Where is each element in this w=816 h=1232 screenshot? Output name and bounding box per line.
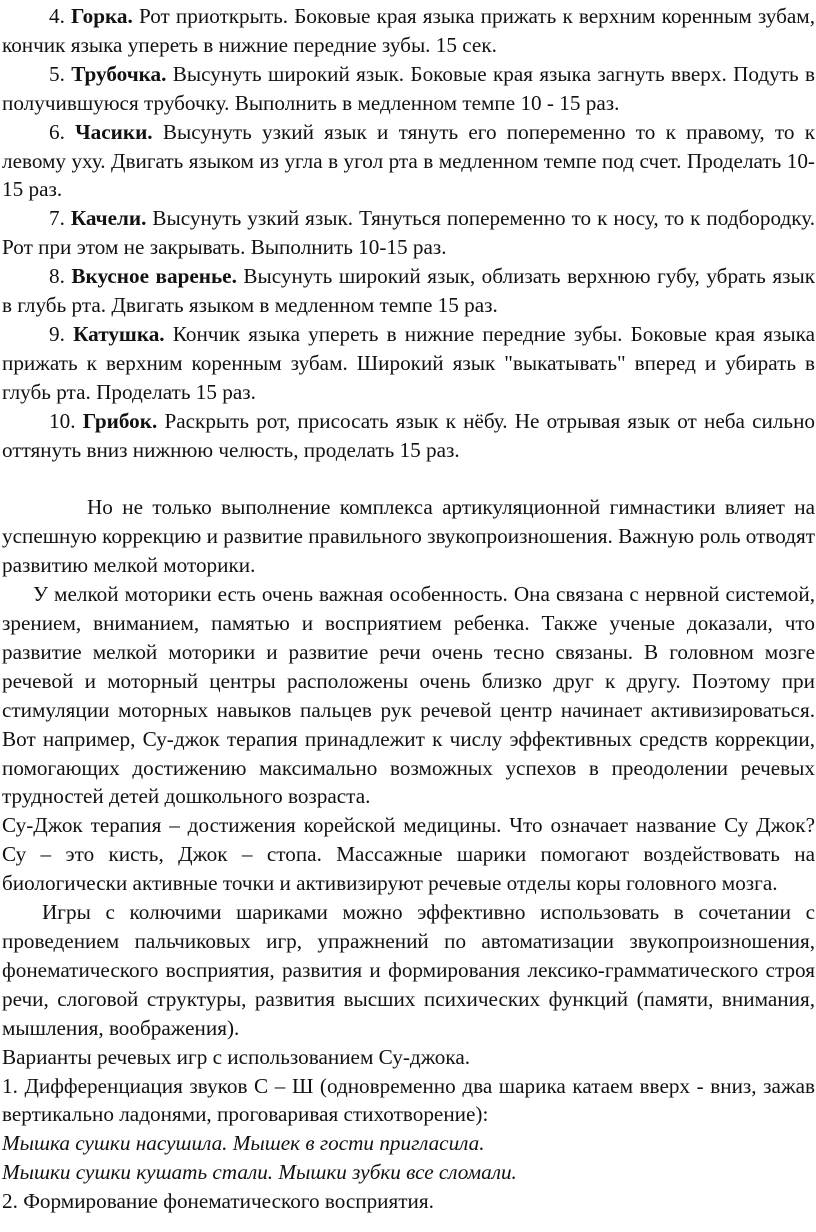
exercise-title: Грибок.	[82, 408, 158, 433]
exercise-text: Высунуть узкий язык и тянуть его попеременно то к правому, то к левому уху. Двигать языком из угла в угол рта в медленном темпе под счет. Проделать 10-15 раз.	[2, 119, 815, 202]
exercise-item	[0, 320, 816, 407]
exercise-item	[0, 60, 816, 118]
exercise-title: Качели.	[70, 206, 147, 231]
exercise-text: Высунуть широкий язык. Боковые края языка загнуть вверх. Подуть в получившуюся трубочку. Выполнить в медленном темпе 10 - 15 раз.	[2, 61, 815, 115]
exercise-number: 4.	[49, 4, 65, 28]
exercise-number: 6.	[49, 119, 65, 144]
exercise-title: Часики.	[75, 119, 153, 144]
exercise-number: 7.	[49, 206, 65, 231]
exercise-item	[0, 262, 816, 320]
paragraph-fine-motor: У мелкой моторики есть очень важная особенность. Она связана с нервной системой, зрением, вниманием, памятью и восприятием ребенка. Также ученые доказали, что развитие мелкой моторики и развитие речи очень тесно связаны. В головном мозге речевой и моторный центры расположены очень близко друг к другу. Поэтому при стимуляции моторных навыков пальцев рук речевой центр начинает активизироваться. Вот например, Су-джок терапия принадлежит к числу эффективных средств коррекции, помогающих достижению максимально возможных успехов в преодолении речевых трудностей детей дошкольного возраста.	[2, 582, 815, 809]
exercise-text: Рот приоткрыть. Боковые края языка прижать к верхним коренным зубам, кончик языка упереть в нижние передние зубы. 15 сек.	[2, 4, 815, 57]
exercise-item	[0, 407, 816, 465]
exercise-item	[0, 2, 816, 60]
exercise-number: 8.	[49, 264, 65, 289]
exercise-item	[0, 204, 816, 262]
exercise-title: Вкусное варенье.	[71, 264, 237, 289]
exercise-text: Высунуть широкий язык, облизать верхнюю губу, убрать язык в глубь рта. Двигать языком в медленном темпе 15 раз.	[2, 264, 815, 318]
exercise-text: Высунуть узкий язык. Тянуться попеременно то к носу, то к подбородку. Рот при этом не закрывать. Выполнить 10-15 раз.	[2, 206, 815, 260]
paragraph-differentiation: 1. Дифференциация звуков С – Ш (одновременно два шарика катаем вверх - вниз, зажав вертикально ладонями, проговаривая стихотворение):	[2, 1073, 815, 1127]
exercise-title: Катушка.	[73, 321, 165, 346]
exercise-title: Трубочка.	[71, 61, 167, 86]
poem-line: Мышки сушки кушать стали. Мышки зубки все сломали.	[2, 1160, 517, 1185]
exercise-number: 5.	[49, 61, 65, 86]
exercise-number: 9.	[49, 321, 65, 346]
document-page	[0, 2, 816, 1216]
paragraph-phonemic: 2. Формирование фонематического восприятия.	[2, 1189, 434, 1214]
paragraph-articulation: Но не только выполнение комплекса артикуляционной гимнастики влияет на успешную коррекцию и развитие правильного звукопроизношения. Важную роль отводят развитию мелкой моторики.	[2, 495, 815, 578]
exercise-text: Кончик языка упереть в нижние передние зубы. Боковые края языка прижать к верхним коренным зубам. Широкий язык "выкатывать" вперед и убирать в глубь рта. Проделать 15 раз.	[2, 321, 815, 404]
exercise-title: Горка.	[71, 4, 133, 28]
paragraph-su-jok: Су-Джок терапия – достижения корейской медицины. Что означает название Су Джок? Су – это кисть, Джок – стопа. Массажные шарики помогают воздействовать на биологически активные точки и активизируют речевые отделы коры головного мозга.	[2, 813, 815, 896]
exercise-item	[0, 118, 816, 205]
paragraph-variants-heading: Варианты речевых игр с использованием Су-джока.	[2, 1044, 471, 1069]
exercise-text: Раскрыть рот, присосать язык к нёбу. Не отрывая язык от неба сильно оттянуть вниз нижнюю челюсть, проделать 15 раз.	[2, 408, 816, 462]
poem-line: Мышка сушки насушила. Мышек в гости пригласила.	[2, 1131, 485, 1156]
paragraph-games: Игры с колючими шариками можно эффективно использовать в сочетании с проведением пальчиковых игр, упражнений по автоматизации звукопроизношения, фонематического восприятия, развития и формирования лексико-грамматического строя речи, слоговой структуры, развития высших психических функций (памяти, внимания, мышления, воображения).	[2, 900, 815, 1040]
exercise-number: 10.	[49, 408, 76, 433]
